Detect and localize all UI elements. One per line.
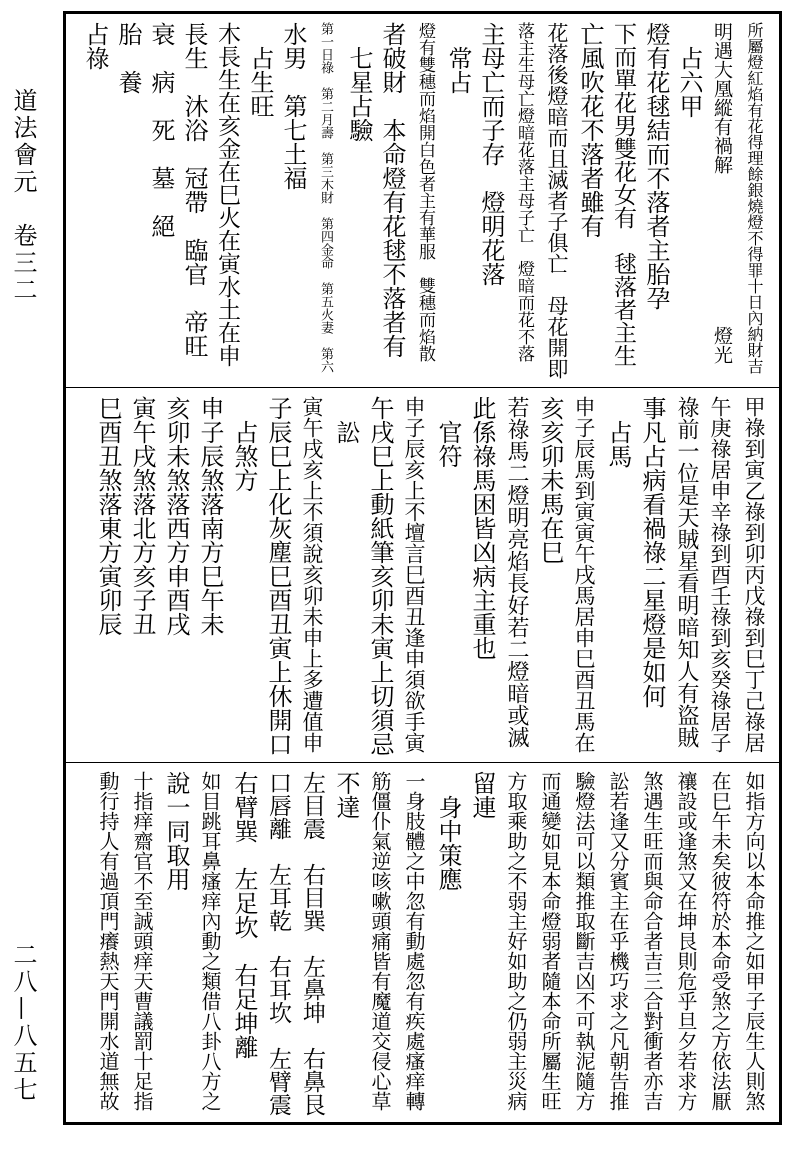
text-column: 占馬 [604, 396, 632, 468]
text-column: 此係祿馬困皆凶病主重也 [468, 396, 496, 660]
panel-bottom-columns [72, 771, 771, 1117]
panel-top [66, 14, 779, 387]
text-column: 亥亥卯未馬在巳 [536, 396, 564, 564]
text-column: 下而單花男雙花女有 毬落者主生 [610, 22, 636, 367]
text-column: 身中策應 [434, 771, 462, 891]
text-column: 落主生母亡燈暗花落主母子亡 燈暗而花不落 [514, 22, 534, 362]
panel-middle [66, 387, 779, 763]
text-column: 午戌巳上動紙筆亥卯未寅上切須忌 [366, 396, 394, 756]
text-column: 祿前一位是天賊星看明暗知人有盜賊 [674, 396, 699, 748]
text-column: 官符 [434, 396, 462, 468]
text-column: 左目震 右目巽 左鼻坤 右鼻艮 [299, 771, 325, 1116]
panel-middle-columns [72, 396, 771, 757]
text-column: 不達 [332, 771, 360, 819]
text-column: 如指方向以本命推之如甲子辰生人則煞 [742, 771, 766, 1111]
text-column: 占六甲 [675, 22, 703, 118]
text-column: 若祿馬二燈明亮焰長好若二燈暗或滅 [504, 396, 529, 748]
text-column: 右臂巽 左足坎 右足坤離 [230, 771, 258, 1059]
text-column: 訟 [332, 396, 360, 444]
text-column: 巳酉丑煞落東方寅卯辰 [94, 396, 122, 636]
text-column: 子辰巳上化灰塵巳酉丑寅上休開口 [264, 396, 292, 756]
text-column: 明遇大凰縱有禍解 燈光 [711, 22, 733, 364]
text-column: 動行持人有過頂門癢熱天門開水道無故 [96, 771, 120, 1111]
text-column: 留連 [468, 771, 496, 819]
text-column: 占生旺 [246, 22, 274, 118]
text-column: 午庚祿居申辛祿到酉壬祿到亥癸祿居子 [708, 396, 732, 753]
panel-bottom [66, 762, 779, 1123]
text-column: 者破財 本命燈有花毬不落者有 [378, 22, 406, 358]
text-column: 燈有花毬結而不落者主胎孕 [642, 22, 670, 310]
text-column: 主母亡而子存 燈明花落 [477, 22, 505, 286]
text-column: 在巳午未矣彼符於本命受煞之方依法厭 [708, 771, 732, 1111]
text-column: 如目跳耳鼻瘙痒內動之類借八卦八方之 [198, 771, 222, 1111]
text-column: 衰 病 死 墓 絕 [147, 22, 175, 238]
text-column: 寅午戌煞落北方亥子丑 [128, 396, 156, 636]
text-column: 燈有雙穗而焰開白色者主有華服 雙穗而焰散 [415, 22, 435, 362]
text-column: 所屬燈紅焰有花得理餘銀燒燈不得罪十日內納財吉 [745, 22, 764, 374]
text-column: 甲祿到寅乙祿到卯丙戊祿到巳丁己祿居 [742, 396, 766, 753]
margin-book-title: 道法會元 卷三二 [9, 88, 37, 304]
margin-page-number: 二八—八五七 [9, 942, 37, 1104]
text-column: 亡風吹花不落者雖有 [576, 22, 604, 238]
text-column: 水男 第七土福 [279, 22, 307, 190]
text-column: 木長生在亥金在巳火在寅水土在申 [214, 22, 240, 367]
page-frame [63, 11, 782, 1125]
text-column: 寅午戌亥上不須說亥卯未申上多遭值申 [300, 396, 324, 753]
text-column: 說一同取用 [162, 771, 190, 891]
text-column: 申子辰亥上不壇言巳酉丑逢申須欲手寅 [402, 396, 426, 753]
panel-top-columns [72, 22, 771, 381]
text-column: 而通變如見本命燈弱者隨本命所屬生旺 [538, 771, 562, 1111]
text-column: 花落後燈暗而且滅者子俱亡 母花開即 [545, 22, 569, 379]
text-column: 驗燈法可以類推取斷吉凶不可執泥隨方 [572, 771, 596, 1111]
text-column: 方取乘助之不弱主好如助之仍弱主災病 [504, 771, 528, 1111]
text-column: 亥卯未煞落西方申酉戌 [162, 396, 190, 636]
text-column: 訟若逢又分賓主在乎機巧求之凡朝告推 [606, 771, 630, 1111]
text-column: 十指痒齋官不至誠頭痒天曹議罰十足指 [130, 771, 154, 1111]
text-column: 禳設或逢煞又在坤艮則危乎旦夕若求方 [674, 771, 698, 1111]
text-column: 胎 養 [114, 22, 142, 94]
text-column: 占祿 [81, 22, 109, 70]
text-column: 占煞方 [230, 396, 258, 492]
text-column: 第一日祿 第二月壽 第三木財 第四金命 第五火妻 第六 [318, 22, 333, 373]
text-column: 七星占驗 [345, 22, 373, 142]
text-column: 口唇離 左耳乾 右耳坎 左臂震 [265, 771, 291, 1116]
text-column: 申子辰煞落南方巳午未 [196, 396, 224, 636]
text-column: 事凡占病看禍祿二星燈是如何 [638, 396, 666, 708]
text-column: 常占 [444, 22, 472, 94]
text-column: 煞遇生旺而與命合者吉三合對衝者亦吉 [640, 771, 664, 1111]
text-column: 申子辰馬到寅寅午戌馬居申巳酉丑馬在 [572, 396, 596, 753]
text-column: 筋僵仆氣逆咳嗽頭痛皆有魔道交侵心草 [368, 771, 392, 1111]
text-column: 一身肢體之中忽有動處忽有疾處瘙痒轉 [402, 771, 426, 1111]
text-column: 長生 沐浴 冠帶 臨官 帝旺 [180, 22, 208, 358]
